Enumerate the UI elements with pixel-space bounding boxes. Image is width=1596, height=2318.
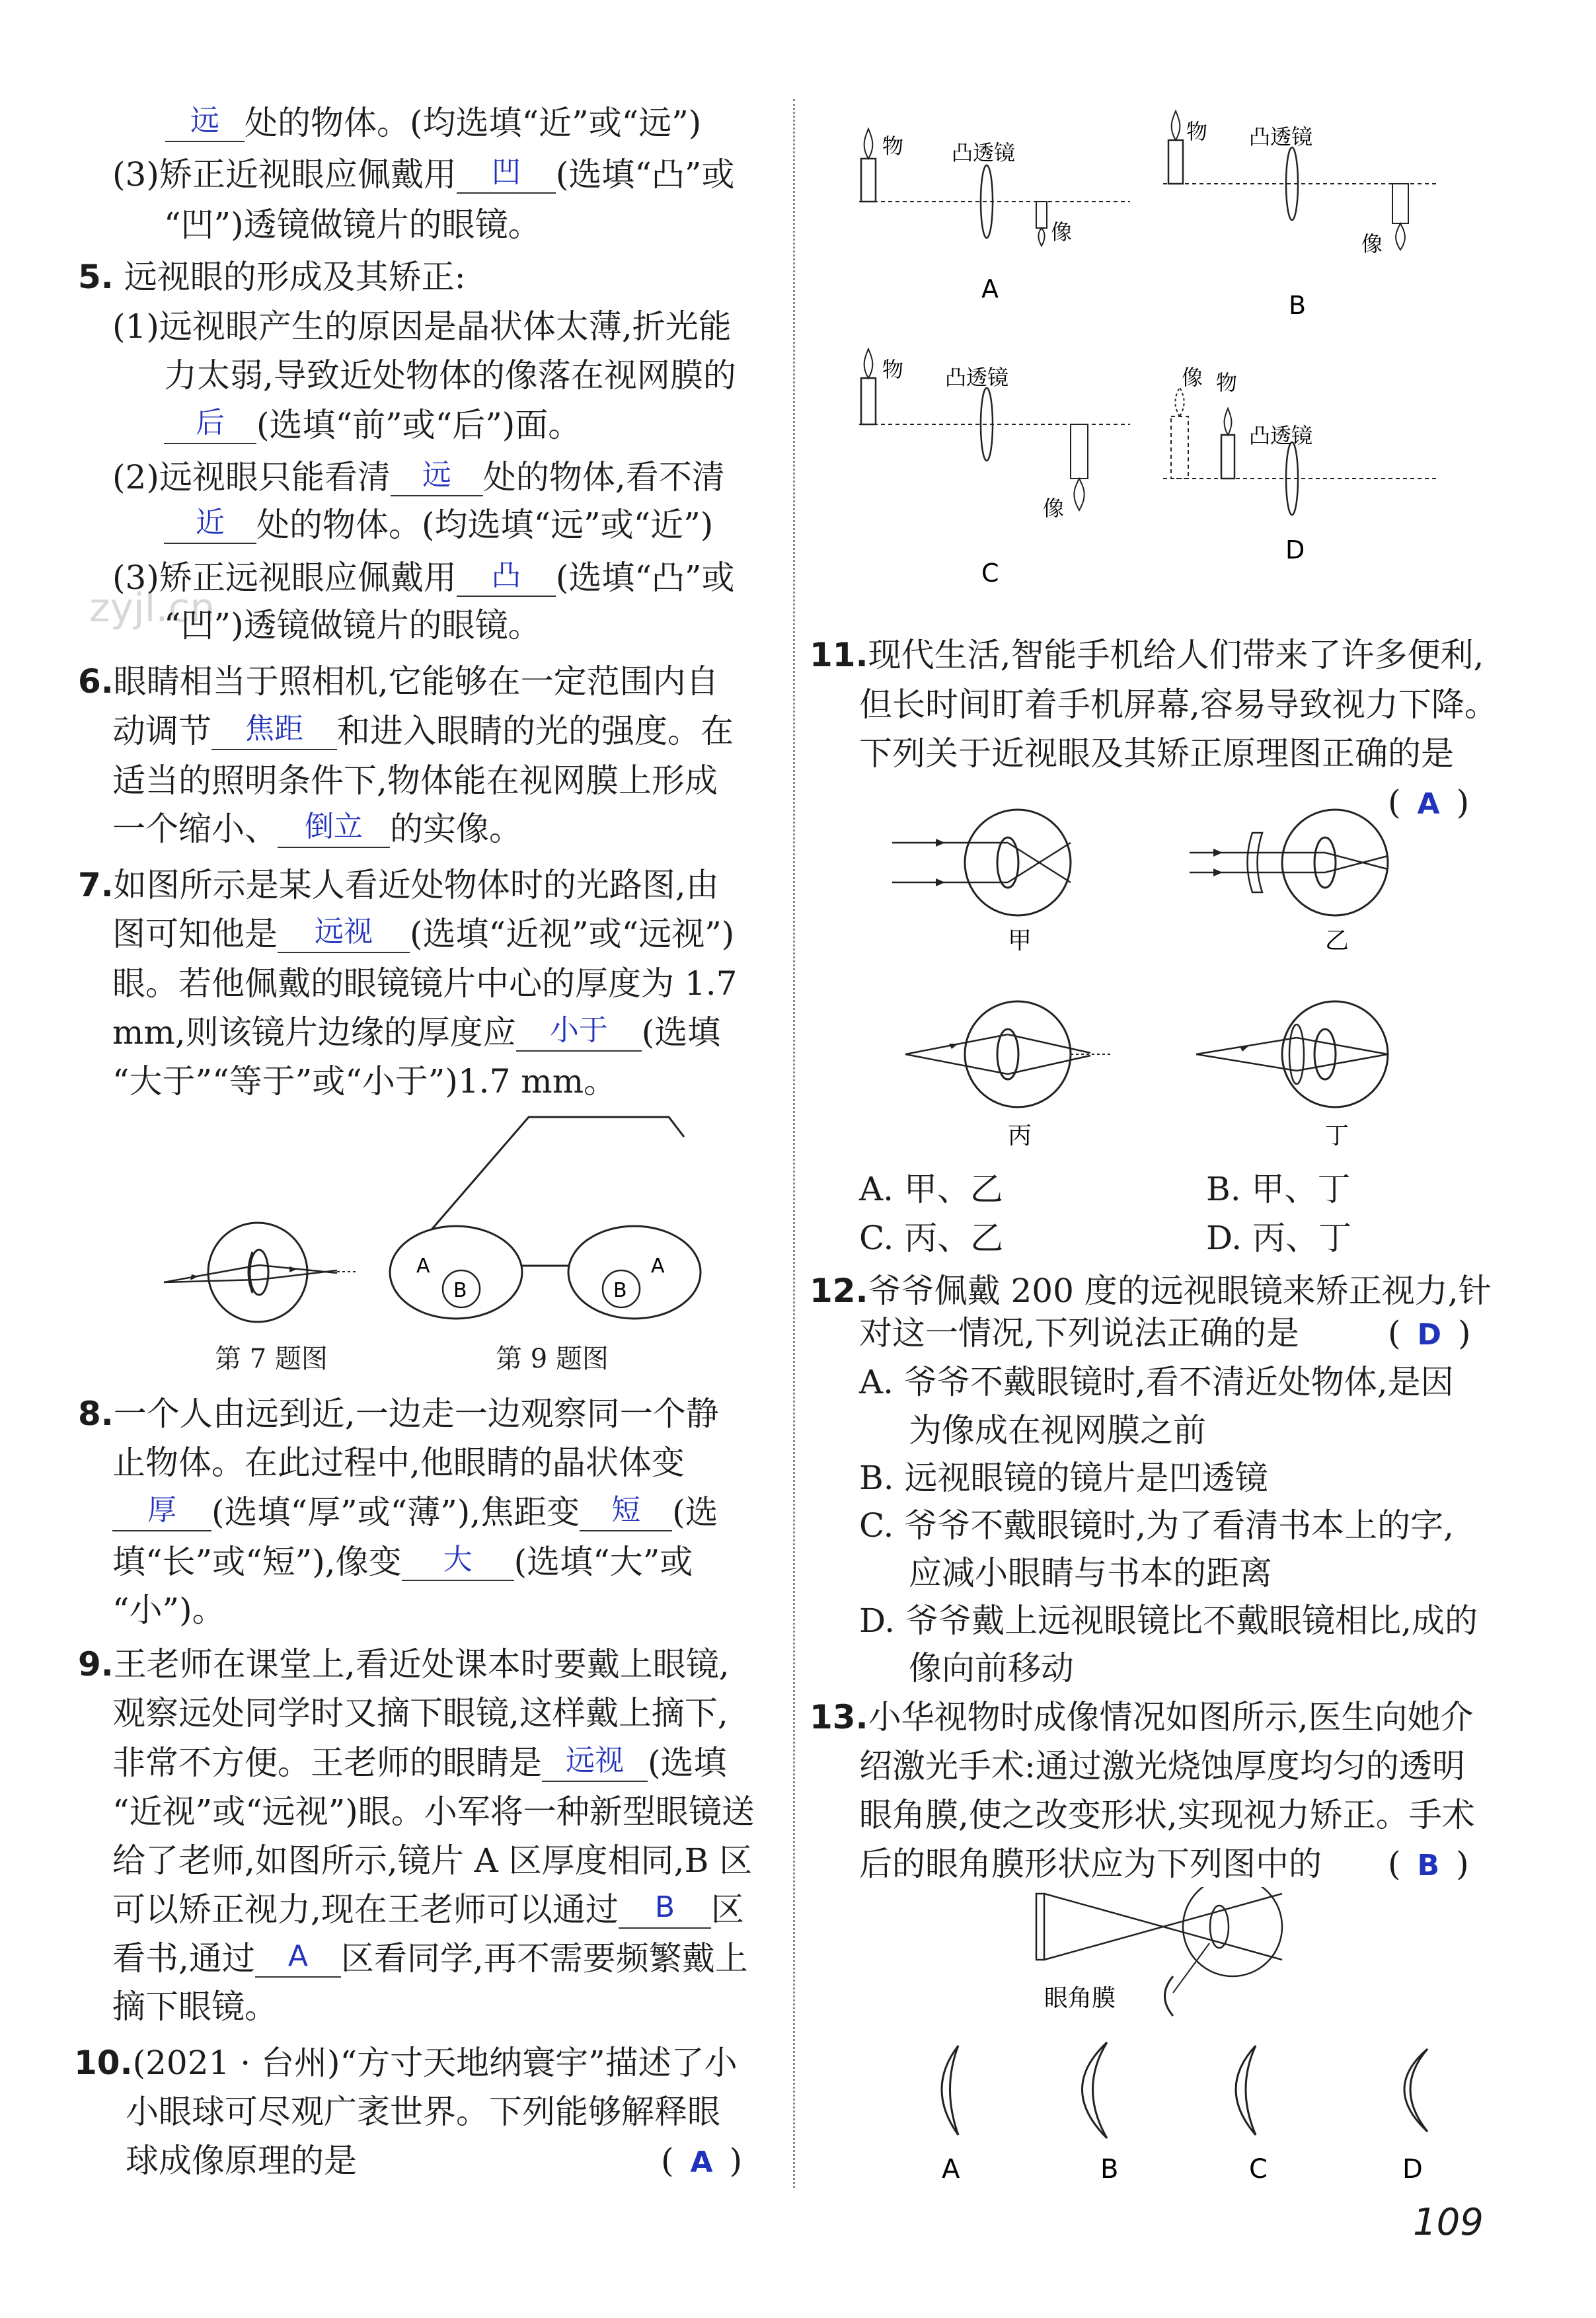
- page-number: 109: [1413, 2201, 1484, 2244]
- q9-line: 看书,通过 A 区看同学,再不需要频繁戴上: [112, 1935, 748, 1982]
- svg-text:B: B: [1100, 2154, 1119, 2184]
- q4-line: (3)矫正近视眼应佩戴用 凹 (选填“凸”或: [112, 151, 734, 198]
- figure-7-eye-diagram: [159, 1216, 370, 1329]
- q4-line: 远 处的物体。(均选填“近”或“远”): [165, 99, 701, 147]
- svg-text:像: 像: [1051, 219, 1073, 245]
- svg-text:丁: 丁: [1325, 1122, 1349, 1149]
- answer-blank[interactable]: 凸: [457, 556, 556, 597]
- q12-option-d-cont: 像向前移动: [909, 1649, 1074, 1687]
- q11-answer: ( A ): [1388, 783, 1470, 822]
- q11-line: 但长时间盯着手机屏幕,容易导致视力下降。: [859, 685, 1498, 724]
- q5-line: “凹”)透镜做镜片的眼镜。: [164, 606, 541, 644]
- q9-line: 观察远处同学时又摘下眼镜,这样戴上摘下,: [112, 1694, 728, 1732]
- q12-option-b[interactable]: B. 远视眼镜的镜片是凹透镜: [859, 1459, 1268, 1497]
- q4-line: “凹”)透镜做镜片的眼镜。: [164, 206, 541, 244]
- answer-blank[interactable]: 厚: [112, 1490, 211, 1531]
- q11-diagram-jia: [892, 810, 1071, 954]
- svg-text:D: D: [1402, 2154, 1423, 2184]
- q12-option-c[interactable]: C. 爷爷不戴眼镜时,为了看清书本上的字,: [859, 1506, 1455, 1545]
- q13-answer: ( B ): [1388, 1845, 1469, 1883]
- glasses-label-a: A: [416, 1255, 430, 1278]
- svg-text:C: C: [1249, 2154, 1268, 2184]
- answer-blank[interactable]: 远视: [542, 1741, 648, 1782]
- figure-9-caption: 第 9 题图: [496, 1344, 609, 1374]
- answer-blank[interactable]: 凹: [457, 153, 556, 194]
- q9-line: 可以矫正视力,现在王老师可以通过 B 区: [112, 1886, 744, 1933]
- q8-line: “小”)。: [112, 1591, 225, 1629]
- q10-diagram-b: [1163, 111, 1437, 320]
- answer-blank[interactable]: 近: [164, 503, 256, 544]
- svg-text:像: 像: [1182, 365, 1203, 390]
- svg-text:A: A: [942, 2154, 960, 2184]
- q5-line: (3)矫正远视眼应佩戴用 凸 (选填“凸”或: [112, 554, 734, 601]
- q7-line: “大于”“等于”或“小于”)1.7 mm。: [112, 1062, 617, 1101]
- question-7: 7.如图所示是某人看近处物体时的光路图,由: [78, 866, 719, 904]
- svg-text:物: 物: [1216, 370, 1238, 395]
- q10-line: 小眼球可尽观广袤世界。下列能够解释眼: [126, 2093, 720, 2131]
- glasses-label-a: A: [651, 1255, 665, 1278]
- glasses-label-b: B: [453, 1279, 467, 1302]
- q7-line: 图可知他是 远视 (选填“近视”或“远视”): [112, 910, 734, 958]
- answer-blank[interactable]: 远: [391, 455, 483, 496]
- cornea-option-c: [1236, 2046, 1268, 2184]
- question-10: 10.(2021 · 台州)“方寸天地纳寰宇”描述了小: [74, 2044, 738, 2082]
- glasses-label-b: B: [613, 1279, 627, 1302]
- q10-diagram-a: [859, 129, 1130, 303]
- svg-text:凸透镜: 凸透镜: [952, 140, 1016, 165]
- question-13: 13.小华视物时成像情况如图所示,医生向她介: [810, 1698, 1474, 1736]
- svg-text:凸透镜: 凸透镜: [945, 365, 1009, 390]
- q13-line: 眼角膜,使之改变形状,实现视力矫正。手术: [859, 1796, 1475, 1834]
- cornea-option-d: [1402, 2049, 1427, 2184]
- q12-option-a-cont: 为像成在视网膜之前: [909, 1411, 1206, 1449]
- answer-blank[interactable]: 短: [580, 1490, 672, 1531]
- answer-blank[interactable]: B: [619, 1888, 711, 1929]
- answer-blank[interactable]: 倒立: [278, 807, 390, 848]
- q9-line: 给了老师,如图所示,镜片 A 区厚度相同,B 区: [112, 1841, 753, 1880]
- q12-option-c-cont: 应减小眼睛与书本的距离: [909, 1554, 1272, 1592]
- cornea-option-a: [942, 2046, 960, 2184]
- svg-text:物: 物: [882, 134, 904, 159]
- choice-answer[interactable]: B: [1417, 1849, 1440, 1882]
- svg-text:像: 像: [1043, 496, 1065, 521]
- q11-diagram-ding: [1196, 1001, 1388, 1149]
- q5-line: (1)远视眼产生的原因是晶状体太薄,折光能: [112, 307, 732, 346]
- q11-option-c[interactable]: C. 丙、乙: [859, 1219, 1004, 1257]
- q6-line: 动调节 焦距 和进入眼睛的光的强度。在: [112, 707, 734, 755]
- question-5: 5. 远视眼的形成及其矫正:: [78, 258, 466, 296]
- svg-text:A: A: [981, 274, 999, 303]
- q11-option-d[interactable]: D. 丙、丁: [1206, 1219, 1352, 1257]
- q5-line: 力太弱,导致近处物体的像落在视网膜的: [164, 356, 736, 395]
- answer-blank[interactable]: 远视: [278, 912, 410, 953]
- watermark: zyjl.cn: [89, 585, 215, 631]
- q5-line: 后 (选填“前”或“后”)面。: [164, 401, 581, 449]
- question-6: 6.眼睛相当于照相机,它能够在一定范围内自: [78, 662, 719, 701]
- choice-answer[interactable]: D: [1417, 1318, 1442, 1352]
- q8-line: 填“长”或“短”),像变 大 (选填“大”或: [112, 1538, 693, 1586]
- cornea-option-b: [1083, 2042, 1119, 2184]
- cornea-label: 眼角膜: [1044, 1985, 1116, 2012]
- column-divider: [793, 99, 795, 2188]
- q9-line: 摘下眼镜。: [112, 1988, 278, 2026]
- question-9: 9.王老师在课堂上,看近处课本时要戴上眼镜,: [78, 1645, 730, 1683]
- q13-cornea-options: [905, 2036, 1461, 2188]
- q8-line: 厚 (选填“厚”或“薄”),焦距变 短 (选: [112, 1488, 718, 1536]
- q5-line: (2)远视眼只能看清 远 处的物体,看不清: [112, 453, 725, 501]
- svg-text:甲: 甲: [1008, 927, 1032, 954]
- q13-line: 后的眼角膜形状应为下列图中的: [859, 1845, 1322, 1883]
- svg-text:物: 物: [882, 357, 904, 382]
- answer-blank[interactable]: A: [255, 1937, 341, 1978]
- q8-line: 止物体。在此过程中,他眼睛的晶状体变: [112, 1444, 685, 1482]
- q11-eye-diagrams: [886, 790, 1480, 1173]
- svg-text:D: D: [1285, 535, 1305, 564]
- q11-option-b[interactable]: B. 甲、丁: [1206, 1170, 1351, 1208]
- svg-text:凸透镜: 凸透镜: [1249, 423, 1313, 448]
- answer-blank[interactable]: 大: [402, 1540, 514, 1581]
- question-12: 12.爷爷佩戴 200 度的远视眼镜来矫正视力,针: [810, 1272, 1492, 1310]
- figure-9-glasses: [383, 1110, 727, 1329]
- svg-text:像: 像: [1361, 231, 1383, 256]
- q11-diagram-bing: [905, 1001, 1110, 1149]
- q13-line: 绍激光手术:通过激光烧蚀厚度均匀的透明: [859, 1747, 1465, 1785]
- q11-option-a[interactable]: A. 甲、乙: [859, 1170, 1003, 1208]
- choice-answer[interactable]: A: [1417, 787, 1440, 821]
- q9-line: “近视”或“远视”)眼。小军将一种新型眼镜送: [112, 1793, 755, 1831]
- q12-line: 对这一情况,下列说法正确的是: [859, 1314, 1299, 1352]
- figure-7-caption: 第 7 题图: [215, 1344, 328, 1374]
- q6-line: 一个缩小、 倒立 的实像。: [112, 805, 522, 853]
- choice-answer[interactable]: A: [690, 2145, 713, 2179]
- answer-blank[interactable]: 小于: [516, 1011, 642, 1052]
- q10-answer: ( A ): [661, 2142, 743, 2180]
- svg-text:乙: 乙: [1325, 927, 1349, 954]
- question-11: 11.现代生活,智能手机给人们带来了许多便利,: [810, 636, 1484, 674]
- q12-option-a[interactable]: A. 爷爷不戴眼镜时,看不清近处物体,是因: [859, 1363, 1454, 1401]
- svg-text:丙: 丙: [1008, 1122, 1032, 1149]
- q5-line: 近 处的物体。(均选填“远”或“近”): [164, 501, 713, 549]
- q11-diagram-yi: [1190, 810, 1388, 954]
- svg-text:C: C: [981, 559, 999, 588]
- svg-text:B: B: [1289, 291, 1307, 320]
- q12-answer: ( D ): [1388, 1314, 1471, 1352]
- q12-option-d[interactable]: D. 爷爷戴上远视眼镜比不戴眼镜相比,成的: [859, 1602, 1478, 1640]
- q10-lens-diagrams: [833, 99, 1527, 621]
- q13-eye-diagram: [1031, 1887, 1335, 2026]
- svg-text:凸透镜: 凸透镜: [1249, 124, 1313, 149]
- answer-blank[interactable]: 后: [164, 403, 256, 444]
- answer-blank[interactable]: 远: [165, 101, 245, 142]
- question-8: 8.一个人由远到近,一边走一边观察同一个静: [78, 1395, 719, 1433]
- answer-blank[interactable]: 焦距: [211, 709, 337, 750]
- q10-diagram-d: [1163, 365, 1437, 564]
- svg-text:物: 物: [1186, 119, 1208, 144]
- q9-line: 非常不方便。王老师的眼睛是 远视 (选填: [112, 1739, 727, 1787]
- q11-line: 下列关于近视眼及其矫正原理图正确的是: [859, 734, 1454, 773]
- q10-line: 球成像原理的是: [126, 2142, 357, 2180]
- q10-diagram-c: [859, 349, 1130, 588]
- q7-line: 眼。若他佩戴的眼镜镜片中心的厚度为 1.7: [112, 964, 738, 1003]
- q6-line: 适当的照明条件下,物体能在视网膜上形成: [112, 761, 718, 800]
- q7-line: mm,则该镜片边缘的厚度应 小于 (选填: [112, 1009, 720, 1056]
